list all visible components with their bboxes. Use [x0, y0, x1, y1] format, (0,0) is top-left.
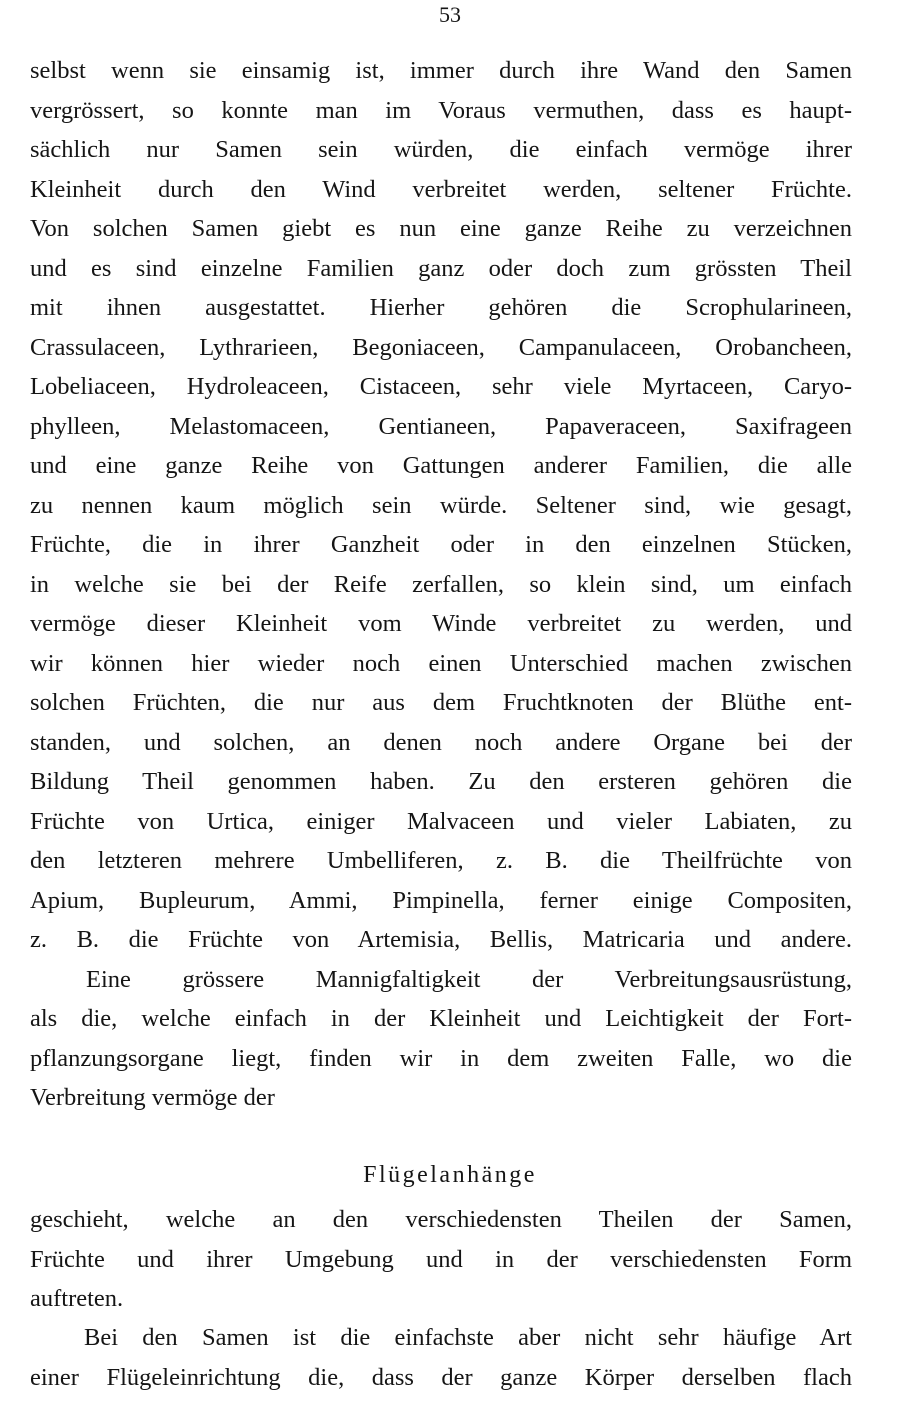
text-line: in welche sie bei der Reife zerfallen, so klein sind, um einfach	[30, 570, 852, 598]
page-number: 53	[439, 2, 461, 27]
text-line: als die, welche einfach in der Kleinheit und Leichtigkeit der Fort-	[30, 1005, 852, 1032]
text-line: selbst wenn sie einsamig ist, immer durch ihre Wand den Samen	[30, 57, 852, 84]
paragraph-1	[30, 51, 852, 1118]
text-line: z. B. die Früchte von Artemisia, Bellis, Matricaria und andere.	[30, 926, 852, 953]
text-line: Kleinheit durch den Wind verbreitet werden, seltener Früchte.	[30, 175, 852, 203]
text-line: phylleen, Melastomaceen, Gentianeen, Papaveraceen, Saxifrageen	[30, 412, 852, 440]
text-line: und es sind einzelne Familien ganz oder doch zum grössten Theil	[30, 254, 852, 282]
text-line: zu nennen kaum möglich sein würde. Seltener sind, wie gesagt,	[30, 491, 852, 519]
text-line: wir können hier wieder noch einen Unterschied machen zwischen	[30, 649, 852, 677]
text-line: sächlich nur Samen sein würden, die einfach vermöge ihrer	[30, 136, 852, 163]
text-line: Früchte von Urtica, einiger Malvaceen und vieler Labiaten, zu	[30, 807, 852, 835]
section-heading: Flügelanhänge	[363, 1162, 537, 1188]
text-line: pflanzungsorgane liegt, finden wir in dem zweiten Falle, wo die	[30, 1044, 852, 1072]
text-line: Früchte und ihrer Umgebung und in der verschiedensten Form	[30, 1245, 852, 1273]
text-line: den letzteren mehrere Umbelliferen, z. B. die Theilfrüchte von	[30, 847, 852, 874]
text-line: Eine grössere Mannigfaltigkeit der Verbreitungsausrüstung,	[86, 965, 852, 993]
text-line: Crassulaceen, Lythrarieen, Begoniaceen, Campanulaceen, Orobancheen,	[30, 333, 852, 361]
text-line: geschieht, welche an den verschiedensten Theilen der Samen,	[30, 1206, 852, 1233]
paragraph-4	[30, 1318, 852, 1397]
text-line: vergrössert, so konnte man im Voraus vermuthen, dass es haupt-	[30, 96, 852, 124]
text-line: und eine ganze Reihe von Gattungen anderer Familien, die alle	[30, 452, 852, 479]
text-line: mit ihnen ausgestattet. Hierher gehören die Scrophularineen,	[30, 294, 852, 321]
text-line: Früchte, die in ihrer Ganzheit oder in den einzelnen Stücken,	[30, 531, 852, 558]
text-line: Bei den Samen ist die einfachste aber nicht sehr häufige Art	[84, 1324, 852, 1351]
text-line: Apium, Bupleurum, Ammi, Pimpinella, ferner einige Compositen,	[30, 886, 852, 914]
text-line: Bildung Theil genommen haben. Zu den ersteren gehören die	[30, 768, 852, 795]
text-line: Von solchen Samen giebt es nun eine ganze Reihe zu verzeichnen	[30, 215, 852, 242]
text-line: Lobeliaceen, Hydroleaceen, Cistaceen, sehr viele Myrtaceen, Caryo-	[30, 373, 852, 400]
text-line: einer Flügeleinrichtung die, dass der ganze Körper derselben flach	[30, 1363, 852, 1391]
paragraph-3	[30, 1200, 852, 1319]
text-line: standen, und solchen, an denen noch andere Organe bei der	[30, 728, 852, 756]
text-line: vermöge dieser Kleinheit vom Winde verbreitet zu werden, und	[30, 610, 852, 637]
text-line: auftreten.	[30, 1285, 124, 1312]
text-line: Verbreitung vermöge der	[30, 1084, 275, 1111]
text-line: solchen Früchten, die nur aus dem Fruchtknoten der Blüthe ent-	[30, 689, 852, 716]
